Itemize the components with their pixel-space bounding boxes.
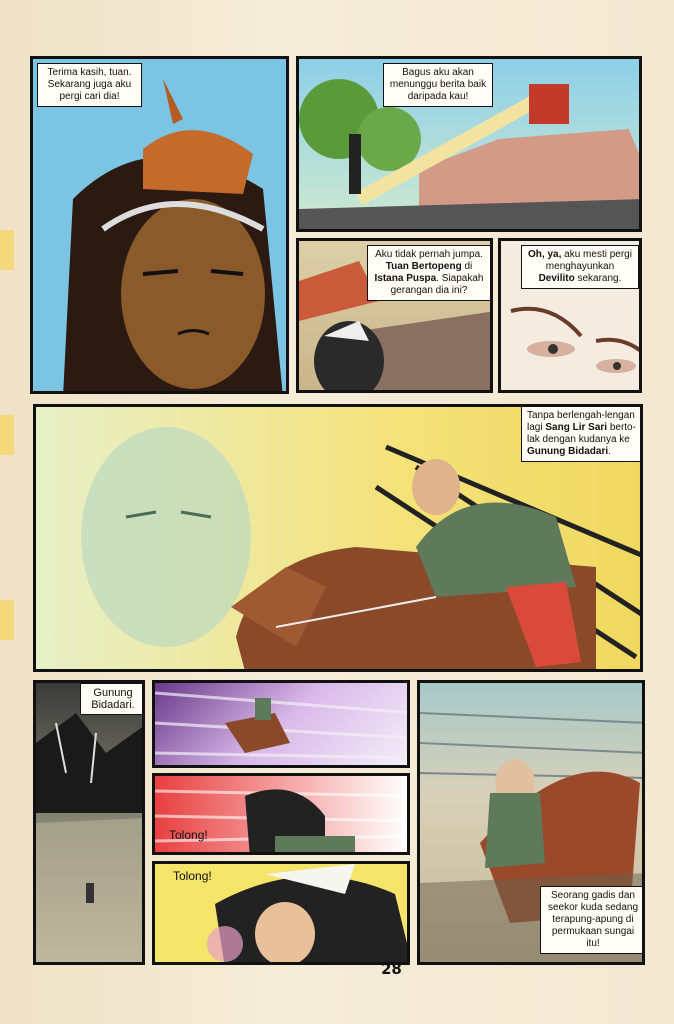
rider-listening-illustration [155,776,410,855]
warrior-face-illustration [33,59,289,394]
mountain-landscape-illustration [36,683,145,965]
panel-4-eyes [498,238,642,393]
speech-caption: Terima kasih, tuan. Sekarang juga aku pergi cari dia! [37,63,142,107]
page-number: 28 [381,960,402,978]
panel-8-rider-shout [152,773,410,855]
panel-7-galloping [152,680,410,768]
page-edge-stain [0,600,14,640]
thought-caption: Oh, ya, aku mesti pergi menghayunkan Devilito sekarang. [521,245,639,289]
panel-3-rider-rear [296,238,493,393]
panel-6-mountain [33,680,145,965]
panel-10-river [417,680,645,965]
page-edge-stain [0,415,14,455]
location-caption: Gunung Bidadari. [80,683,145,715]
page-edge-stain [0,230,14,270]
panel-1-warrior-closeup [30,56,289,394]
narration-caption: Tanpa berlengah-lengan lagi Sang Lir Sari berto-lak dengan kudanya ke Gunung Bidadari. [521,406,643,462]
narration-caption: Seorang gadis dan seekor kuda sedang terapung-apung di permukaan sungai itu! [540,886,645,954]
sfx-burst: Tolong! [169,828,208,842]
galloping-horse-illustration [155,683,410,768]
panel-2-flying-figure [296,56,642,232]
speech-caption: Aku tidak pernah jumpa. Tuan Bertopeng di Istana Puspa. Siapakah gerangan dia ini? [367,245,491,301]
speech-caption: Bagus aku akan menunggu berita baik daripada kau! [383,63,493,107]
panel-9-rider-closeup [152,861,410,965]
sfx-burst: Tolong! [173,869,212,883]
panel-5-riding-horse [33,404,643,672]
